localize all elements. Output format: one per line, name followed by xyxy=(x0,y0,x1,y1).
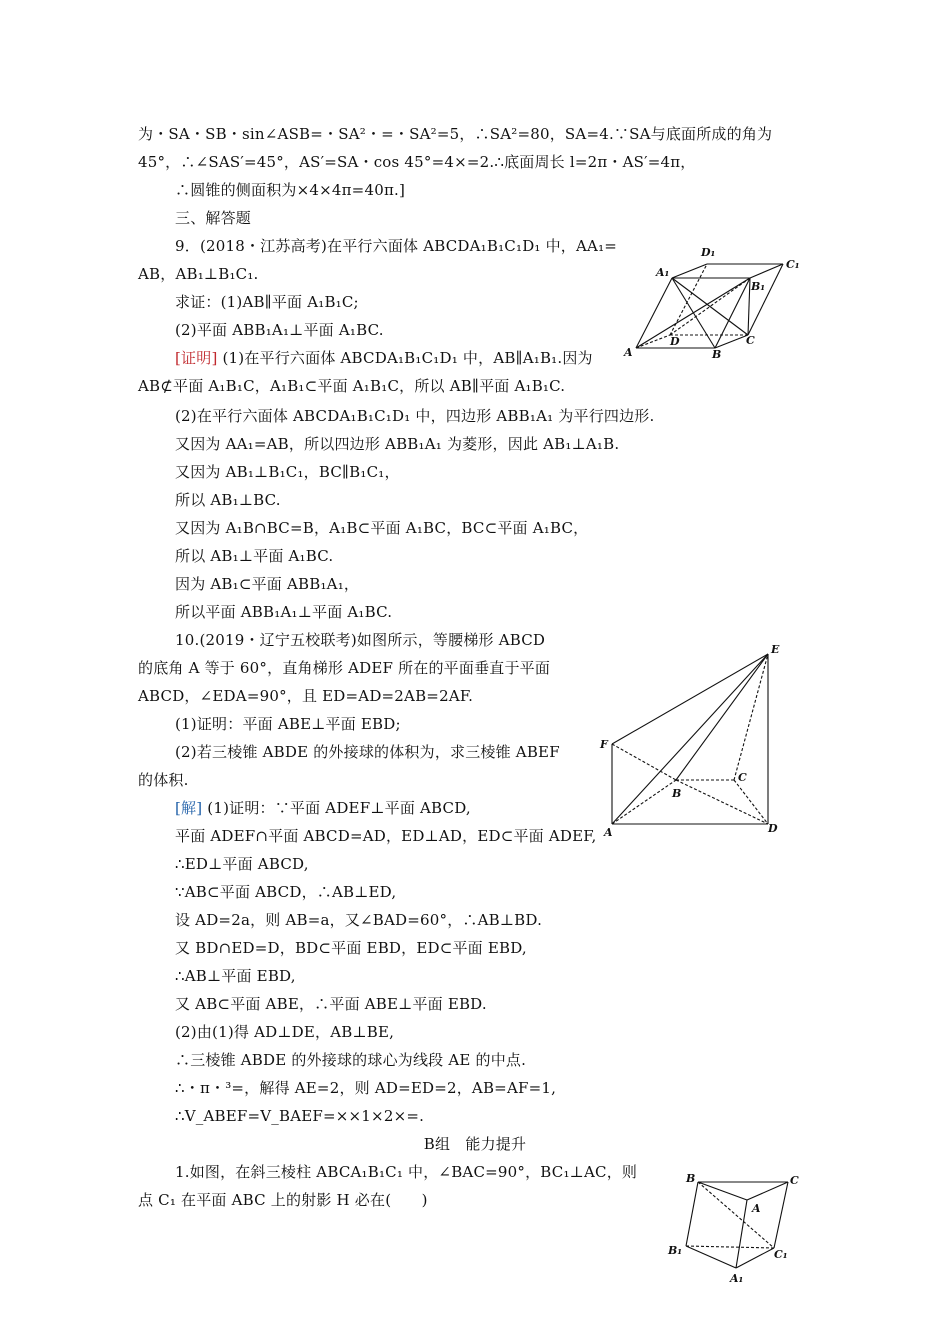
text-line: 又因为 AA₁=AB，所以四边形 ABB₁A₁ 为菱形，因此 AB₁⊥A₁B. xyxy=(175,435,620,453)
text-line: 平面 ADEF∩平面 ABCD=AD，ED⊥AD，ED⊂平面 ADEF, xyxy=(175,827,597,845)
label-c: C xyxy=(738,771,747,784)
text-line: (2)在平行六面体 ABCDA₁B₁C₁D₁ 中，四边形 ABB₁A₁ 为平行四边形. xyxy=(175,407,655,425)
solution-line xyxy=(175,798,471,818)
text-line: (1)证明：平面 ABE⊥平面 EBD; xyxy=(175,715,401,733)
text-line: ∴ED⊥平面 ABCD, xyxy=(175,855,309,873)
label-b: B xyxy=(712,348,722,360)
solution-text: (1)证明：∵平面 ADEF⊥平面 ABCD, xyxy=(207,799,471,817)
label-e: E xyxy=(771,643,780,656)
section-heading-b: B组 能力提升 xyxy=(423,1135,527,1153)
label-a: A xyxy=(604,826,613,839)
text-line: 又因为 A₁B∩BC=B，A₁B⊂平面 A₁BC，BC⊂平面 A₁BC， xyxy=(175,519,589,537)
text-line: 因为 AB₁⊂平面 ABB₁A₁， xyxy=(175,575,360,593)
text-line: 求证：(1)AB∥平面 A₁B₁C; xyxy=(175,293,359,311)
text-line: ∴圆锥的侧面积为×4×4π=40π.] xyxy=(175,181,406,199)
label-a1: A₁ xyxy=(730,1272,744,1285)
label-d: D xyxy=(768,822,778,835)
text-line: (2)由(1)得 AD⊥DE，AB⊥BE, xyxy=(175,1023,395,1041)
label-c1: C₁ xyxy=(786,258,800,271)
label-b1: B₁ xyxy=(668,1244,683,1257)
label-b1: B₁ xyxy=(751,280,766,293)
text-line: ∴三棱锥 ABDE 的外接球的球心为线段 AE 的中点. xyxy=(175,1051,527,1069)
text-line: 所以平面 ABB₁A₁⊥平面 A₁BC. xyxy=(175,603,393,621)
proof-text: (1)在平行六面体 ABCDA₁B₁C₁D₁ 中，AB∥A₁B₁.因为 xyxy=(222,349,593,367)
label-d: D xyxy=(670,335,680,348)
proof-tag: [证明] xyxy=(175,349,218,367)
question-9: 9．(2018・江苏高考)在平行六面体 ABCDA₁B₁C₁D₁ 中，AA₁= xyxy=(175,237,618,255)
text-line: 又 AB⊂平面 ABE，∴平面 ABE⊥平面 EBD. xyxy=(175,995,487,1013)
label-a: A xyxy=(752,1202,761,1215)
text-line: ∴V_ABEF=V_BAEF=××1×2×=. xyxy=(175,1107,425,1125)
text-line: AB⊄平面 A₁B₁C，A₁B₁⊂平面 A₁B₁C，所以 AB∥平面 A₁B₁C. xyxy=(138,377,566,395)
label-a1: A₁ xyxy=(656,266,670,279)
text-line: ABCD，∠EDA=90°，且 ED=AD=2AB=2AF. xyxy=(138,687,474,705)
text-line: 为・SA・SB・sin∠ASB=・SA²・=・SA²=5，∴SA²=80，SA=4.∵SA与底面所成的角为 xyxy=(138,125,773,143)
text-line: 的底角 A 等于 60°，直角梯形 ADEF 所在的平面垂直于平面 xyxy=(138,659,551,677)
pyramid-trapezoid-figure xyxy=(596,640,796,840)
label-c1: C₁ xyxy=(774,1248,788,1261)
text-line: AB，AB₁⊥B₁C₁. xyxy=(138,265,259,283)
proof-line xyxy=(175,348,593,368)
question-10: 10.(2019・辽宁五校联考)如图所示，等腰梯形 ABCD xyxy=(175,631,546,649)
text-line: 又因为 AB₁⊥B₁C₁，BC∥B₁C₁， xyxy=(175,463,400,481)
label-c: C xyxy=(746,334,755,347)
text-line: ∴AB⊥平面 EBD, xyxy=(175,967,296,985)
parallelepiped-figure xyxy=(620,238,810,360)
label-a: A xyxy=(624,346,633,359)
label-b: B xyxy=(672,787,682,800)
text-line: (2)若三棱锥 ABDE 的外接球的体积为，求三棱锥 ABEF xyxy=(175,743,560,761)
text-line: 所以 AB₁⊥平面 A₁BC. xyxy=(175,547,334,565)
text-line: ∵AB⊂平面 ABCD，∴AB⊥ED, xyxy=(175,883,397,901)
text-line: 所以 AB₁⊥BC. xyxy=(175,491,281,509)
solution-tag: [解] xyxy=(175,799,203,817)
oblique-prism-figure xyxy=(660,1164,810,1288)
question-b1: 1.如图，在斜三棱柱 ABCA₁B₁C₁ 中，∠BAC=90°，BC₁⊥AC，则 xyxy=(175,1163,638,1181)
label-b: B xyxy=(686,1172,696,1185)
label-c: C xyxy=(790,1174,799,1187)
text-line: 45°，∴∠SAS′=45°，AS′=SA・cos 45°=4×=2.∴底面周长 l=2π・AS′=4π， xyxy=(138,153,696,171)
text-line: 点 C₁ 在平面 ABC 上的射影 H 必在( ) xyxy=(138,1191,428,1209)
label-d1: D₁ xyxy=(701,246,716,259)
section-heading: 三、解答题 xyxy=(175,209,252,227)
text-line: 设 AD=2a，则 AB=a，又∠BAD=60°，∴AB⊥BD. xyxy=(175,911,543,929)
text-line: 又 BD∩ED=D，BD⊂平面 EBD，ED⊂平面 EBD, xyxy=(175,939,527,957)
label-f: F xyxy=(600,738,608,751)
text-line: 的体积. xyxy=(138,771,189,789)
text-line: (2)平面 ABB₁A₁⊥平面 A₁BC. xyxy=(175,321,384,339)
text-line: ∴・π・³=，解得 AE=2，则 AD=ED=2，AB=AF=1, xyxy=(175,1079,557,1097)
